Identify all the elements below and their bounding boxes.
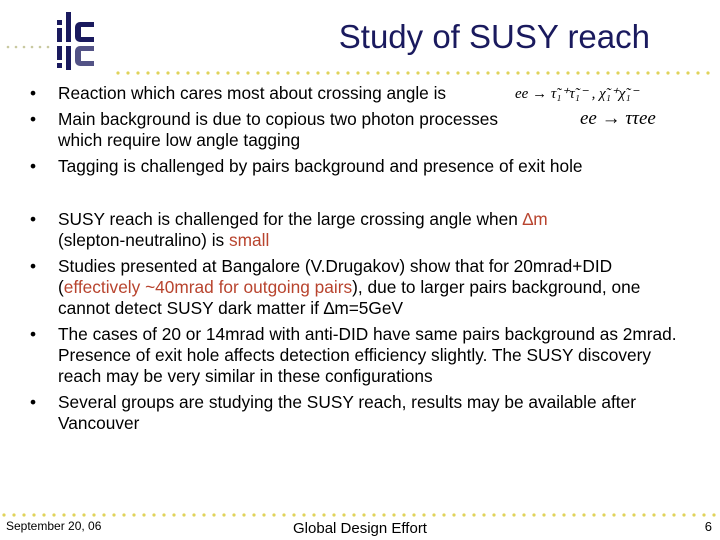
page-number: 6 <box>704 519 712 534</box>
list-item: • Reaction which cares most about crossing angle is <box>30 83 690 104</box>
list-item: • The cases of 20 or 14mrad with anti-DID have same pairs background as 2mrad. Presence of exit hole affects detection efficiency slightly. The SUSY discovery reach may be very similar in these configurations <box>30 324 690 387</box>
dotted-divider-bottom <box>0 512 720 518</box>
reaction-formula: ee → τ̃₁⁺τ̃₁⁻ , χ̃₁⁺χ̃₁⁻ <box>515 86 639 102</box>
background-formula: ee → ττee <box>580 108 656 129</box>
bullet-list-2 <box>30 209 690 439</box>
ilc-logo-icon <box>54 10 106 72</box>
list-item: • Several groups are studying the SUSY reach, results may be available after Vancouver <box>30 392 690 434</box>
footer-date: September 20, 06 <box>6 519 102 533</box>
footer-title: Global Design Effort <box>293 520 427 537</box>
dotted-divider-top <box>0 70 720 76</box>
list-item: • Tagging is challenged by pairs background and presence of exit hole <box>30 156 690 177</box>
dotted-divider-left <box>6 45 50 49</box>
list-item: • Studies presented at Bangalore (V.Drugakov) show that for 20mrad+DID (effectively ~40mrad for outgoing pairs), due to larger pairs background, one cannot detect SUSY dark matter if ∆m=5GeV <box>30 256 690 319</box>
list-item: • Main background is due to copious two photon processes which require low angle tagging <box>30 109 690 151</box>
list-item: • SUSY reach is challenged for the large crossing angle when ∆m (slepton-neutralino) is small <box>30 209 690 251</box>
page-title: Study of SUSY reach <box>338 18 650 55</box>
